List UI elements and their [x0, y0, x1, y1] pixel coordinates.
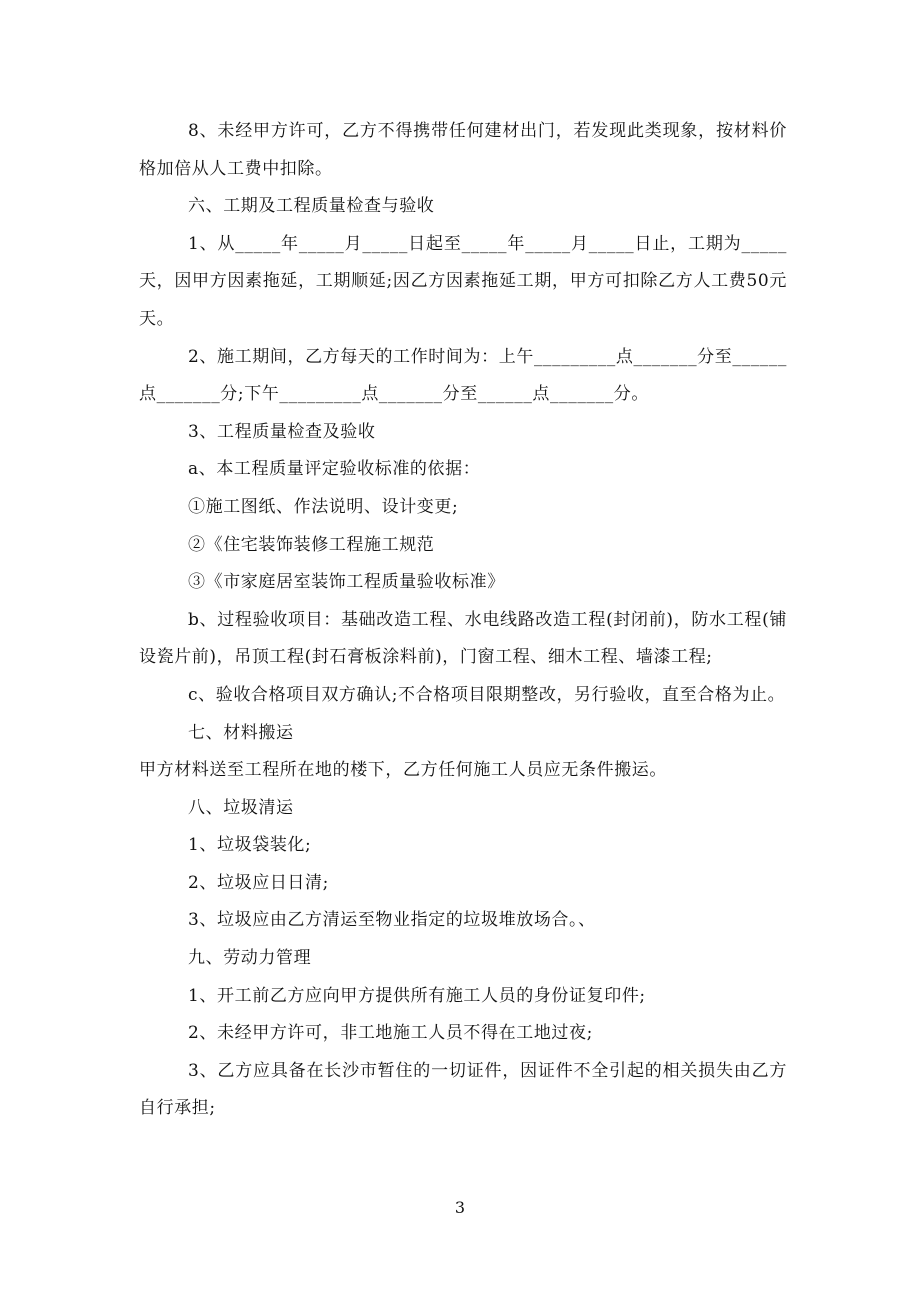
- list-item-id-copies: 1、开工前乙方应向甲方提供所有施工人员的身份证复印件;: [188, 985, 646, 1006]
- paragraph-clause-8: 8、未经甲方许可，乙方不得携带任何建材出门，若发现此类现象，按材料价格加倍从人工费中扣除。: [139, 121, 787, 179]
- section-heading-8: 八、垃圾清运: [188, 797, 294, 818]
- list-item-residence-permit: 3、乙方应具备在长沙市暂住的一切证件，因证件不全引起的相关损失由乙方自行承担;: [139, 1060, 787, 1119]
- paragraph-acceptance-confirm: c、验收合格项目双方确认;不合格项目限期整改，另行验收，直至合格为止。: [188, 684, 786, 705]
- paragraph-process-acceptance: b、过程验收项目：基础改造工程、水电线路改造工程(封闭前)，防水工程(铺设瓷片前)，吊顶工程(封石膏板涂料前)，门窗工程、细木工程、墙漆工程;: [139, 609, 787, 668]
- paragraph-material-transport: 甲方材料送至工程所在地的楼下，乙方任何施工人员应无条件搬运。: [139, 760, 667, 781]
- section-heading-7: 七、材料搬运: [188, 722, 294, 743]
- paragraph-quality-heading: 3、工程质量检查及验收: [188, 421, 376, 442]
- document-body: [139, 113, 787, 1128]
- paragraph-standard-basis: a、本工程质量评定验收标准的依据：: [188, 459, 481, 480]
- page-number: 3: [454, 1198, 466, 1217]
- list-item-drawings: ①施工图纸、作法说明、设计变更;: [188, 496, 459, 517]
- paragraph-working-hours: 2、施工期间，乙方每天的工作时间为：上午_________点_______分至______点_______分;下午_________点_______分至______点_______分。: [139, 346, 787, 405]
- list-item-no-overnight: 2、未经甲方许可，非工地施工人员不得在工地过夜;: [188, 1023, 593, 1044]
- paragraph-schedule: 1、从_____年_____月_____日起至_____年_____月_____日止，工期为_____天，因甲方因素拖延，工期顺延;因乙方因素拖延工期，甲方可扣除乙方人工费50元天。: [139, 233, 787, 329]
- section-heading-9: 九、劳动力管理: [188, 948, 312, 969]
- section-heading-6: 六、工期及工程质量检查与验收: [188, 196, 435, 217]
- list-item-garbage-daily: 2、垃圾应日日清;: [188, 872, 329, 893]
- list-item-standard: ③《市家庭居室装饰工程质量验收标准》: [188, 572, 505, 593]
- list-item-garbage-bag: 1、垃圾袋装化;: [188, 835, 312, 856]
- list-item-spec: ②《住宅装饰装修工程施工规范: [188, 534, 435, 555]
- list-item-garbage-removal: 3、垃圾应由乙方清运至物业指定的垃圾堆放场合。、: [188, 910, 596, 931]
